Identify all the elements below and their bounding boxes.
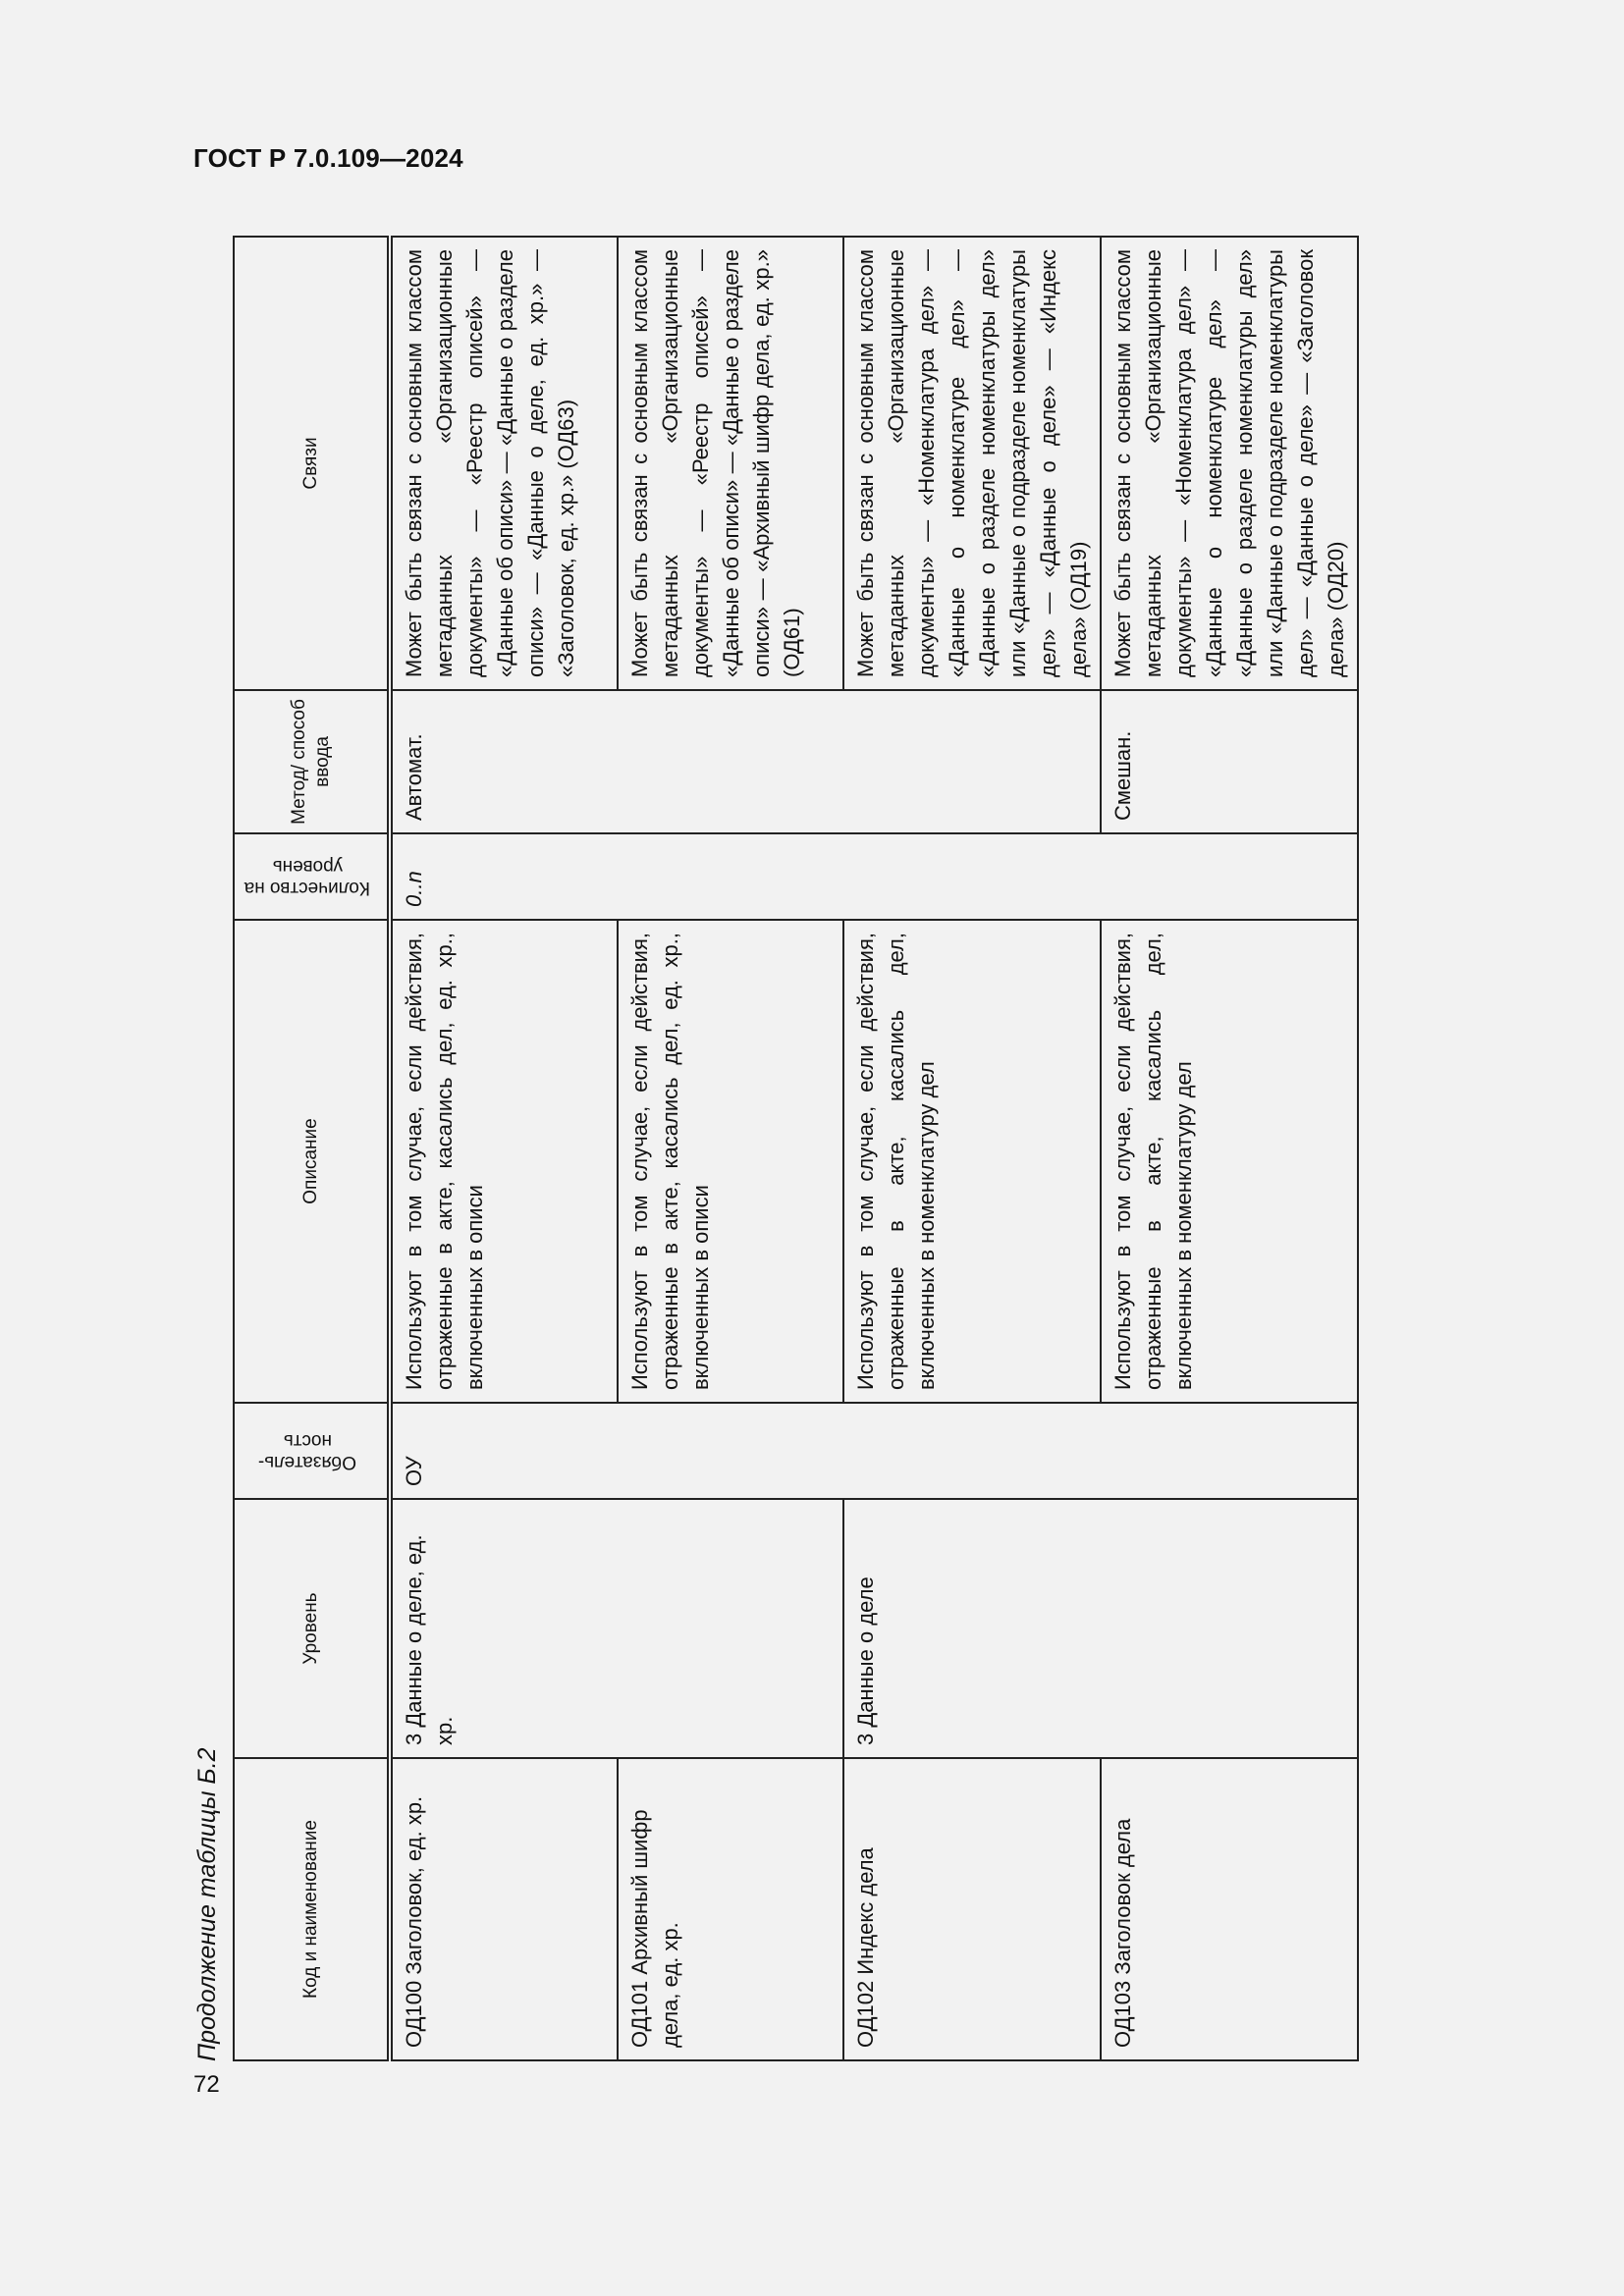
cell-description: Используют в том случае, если действия, отраженные в акте, касались дел, включенных в номенклатуру дел bbox=[843, 920, 1101, 1403]
table-row bbox=[1101, 237, 1358, 2060]
cell-code: ОД103 Заголовок дела bbox=[1101, 1758, 1358, 2060]
header-description: Описание bbox=[234, 920, 390, 1403]
cell-links: Может быть связан с основным классом метаданных «Организационные документы» — «Номенклатура дел» — «Данные о номенклатуре дел» — «Данные о разделе номенклатуры дел» или «Данные о подразделе номенклатуры дел» — «Данные о деле» — «Индекс дела» (ОД19) bbox=[843, 237, 1101, 690]
cell-code: ОД100 Заголовок, ед. хр. bbox=[390, 1758, 618, 2060]
header-links: Связи bbox=[234, 237, 390, 690]
cell-count bbox=[618, 833, 843, 920]
cell-method bbox=[618, 690, 843, 833]
page-number: 72 bbox=[193, 2071, 220, 2098]
cell-mandatory bbox=[1101, 1403, 1358, 1499]
header-level: Уровень bbox=[234, 1499, 390, 1758]
cell-mandatory bbox=[843, 1403, 1101, 1499]
cell-description: Используют в том случае, если действия, отраженные в акте, касались дел, включенных в номенклатуру дел bbox=[1101, 920, 1358, 1403]
header-code: Код и наименование bbox=[234, 1758, 390, 2060]
cell-links: Может быть связан с основным классом метаданных «Организационные документы» — «Реестр описей» — «Данные об описи» — «Данные о разделе описи» — «Данные о деле, ед. хр.» — «Заголовок, ед. хр.» (ОД63) bbox=[390, 237, 618, 690]
table-header-row bbox=[234, 237, 390, 2060]
cell-description: Используют в том случае, если действия, отраженные в акте, касались дел, ед. хр., включенных в описи bbox=[390, 920, 618, 1403]
cell-links: Может быть связан с основным классом метаданных «Организационные документы» — «Реестр описей» — «Данные об описи» — «Данные о разделе описи» — «Архивный шифр дела, ед. хр.» (ОД61) bbox=[618, 237, 843, 690]
document-title: ГОСТ Р 7.0.109—2024 bbox=[193, 143, 463, 173]
cell-links: Может быть связан с основным классом метаданных «Организационные документы» — «Номенклатура дел» — «Данные о номенклатуре дел» — «Данные о разделе номенклатуры дел» или «Данные о подразделе номенклатуры дел» — «Данные о деле» — «Заголовок дела» (ОД20) bbox=[1101, 237, 1358, 690]
cell-count bbox=[843, 833, 1101, 920]
cell-method: Смешан. bbox=[1101, 690, 1358, 833]
table-row bbox=[843, 237, 1101, 2060]
cell-count bbox=[1101, 833, 1358, 920]
cell-method: Автомат. bbox=[390, 690, 618, 833]
cell-level bbox=[618, 1499, 843, 1758]
cell-description: Используют в том случае, если действия, отраженные в акте, касались дел, ед. хр., включенных в описи bbox=[618, 920, 843, 1403]
cell-mandatory: ОУ bbox=[390, 1403, 618, 1499]
cell-count: 0..n bbox=[390, 833, 618, 920]
header-mandatory bbox=[234, 1403, 390, 1499]
header-count bbox=[234, 833, 390, 920]
cell-level: 3 Данные о деле bbox=[843, 1499, 1101, 1758]
cell-level bbox=[1101, 1499, 1358, 1758]
header-mandatory-text: Обязатель-ность bbox=[257, 1430, 357, 1472]
cell-level: 3 Данные о деле, ед. хр. bbox=[390, 1499, 618, 1758]
metadata-table bbox=[233, 236, 1359, 2061]
cell-method bbox=[843, 690, 1101, 833]
table-row bbox=[618, 237, 843, 2060]
table-row bbox=[390, 237, 618, 2060]
header-count-text: Количество на уровень bbox=[244, 856, 371, 898]
header-method: Метод/ способ ввода bbox=[234, 690, 390, 833]
rotated-table-area bbox=[193, 236, 1352, 2061]
table-caption: Продолжение таблицы Б.2 bbox=[193, 1747, 221, 2061]
cell-code: ОД101 Архивный шифр дела, ед. хр. bbox=[618, 1758, 843, 2060]
cell-code: ОД102 Индекс дела bbox=[843, 1758, 1101, 2060]
cell-mandatory bbox=[618, 1403, 843, 1499]
